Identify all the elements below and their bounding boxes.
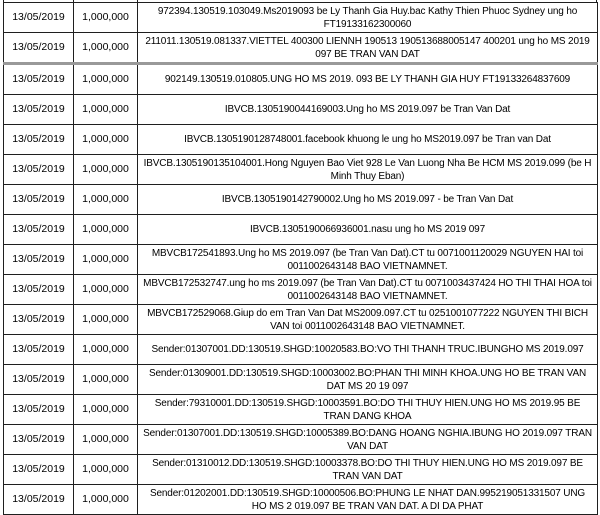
amount-cell: 1,000,000: [74, 335, 138, 365]
description-cell: 902149.130519.010805.UNG HO MS 2019. 093 BE LY THANH GIA HUY FT19133264837609: [138, 64, 598, 95]
amount-cell: 1,000,000: [74, 305, 138, 335]
date-cell: 13/05/2019: [4, 245, 74, 275]
amount-cell: 1,000,000: [74, 215, 138, 245]
table-row: [4, 215, 598, 245]
date-cell: 13/05/2019: [4, 455, 74, 485]
table-row: [4, 33, 598, 64]
table-row: [4, 305, 598, 335]
description-cell: IBVCB.1305190044169003.Ung ho MS 2019.097 be Tran Van Dat: [138, 95, 598, 125]
description-cell: IBVCB.1305190142790002.Ung ho MS 2019.097 - be Tran Van Dat: [138, 185, 598, 215]
donation-table-body: [4, 3, 598, 515]
description-cell: Sender:01307001.DD:130519.SHGD:10020583.BO:VO THI THANH TRUC.IBUNGHO MS 2019.097: [138, 335, 598, 365]
donation-table: [3, 2, 598, 515]
date-cell: 13/05/2019: [4, 155, 74, 185]
amount-cell: 1,000,000: [74, 95, 138, 125]
date-cell: 13/05/2019: [4, 365, 74, 395]
donation-list-page: [3, 2, 598, 515]
table-row: [4, 155, 598, 185]
description-cell: Sender:01309001.DD:130519.SHGD:10003002.BO:PHAN THI MINH KHOA.UNG HO BE TRAN VAN DAT MS 20 19 097: [138, 365, 598, 395]
amount-cell: 1,000,000: [74, 64, 138, 95]
date-cell: 13/05/2019: [4, 125, 74, 155]
description-cell: Sender:79310001.DD:130519.SHGD:10003591.BO:DO THI THUY HIEN.UNG HO MS 2019.95 BE TRAN DANG KHOA: [138, 395, 598, 425]
amount-cell: 1,000,000: [74, 275, 138, 305]
table-row: [4, 64, 598, 95]
table-row: [4, 335, 598, 365]
amount-cell: 1,000,000: [74, 3, 138, 33]
table-row: [4, 245, 598, 275]
description-cell: MBVCB172532747.ung ho ms 2019.097 (be Tran Van Dat).CT tu 0071003437424 HO THI THAI HOA toi 0011002643148 BAO VIETNAMNET.: [138, 275, 598, 305]
date-cell: 13/05/2019: [4, 215, 74, 245]
description-cell: Sender:01310012.DD:130519.SHGD:10003378.BO:DO THI THUY HIEN.UNG HO MS 2019.097 BE TRAN VAN DAT: [138, 455, 598, 485]
date-cell: 13/05/2019: [4, 485, 74, 515]
table-row: [4, 185, 598, 215]
description-cell: IBVCB.1305190135104001.Hong Nguyen Bao Viet 928 Le Van Luong Nha Be HCM MS 2019.099 (be H Minh Thuy Eban): [138, 155, 598, 185]
amount-cell: 1,000,000: [74, 485, 138, 515]
table-row: [4, 395, 598, 425]
date-cell: 13/05/2019: [4, 33, 74, 64]
amount-cell: 1,000,000: [74, 455, 138, 485]
date-cell: 13/05/2019: [4, 64, 74, 95]
date-cell: 13/05/2019: [4, 305, 74, 335]
table-row: [4, 125, 598, 155]
table-row: [4, 455, 598, 485]
amount-cell: 1,000,000: [74, 425, 138, 455]
date-cell: 13/05/2019: [4, 275, 74, 305]
amount-cell: 1,000,000: [74, 125, 138, 155]
table-row: [4, 425, 598, 455]
table-row: [4, 485, 598, 515]
description-cell: MBVCB172541893.Ung ho MS 2019.097 (be Tran Van Dat).CT tu 0071001120029 NGUYEN HAI toi 0011002643148 BAO VIETNAMNET.: [138, 245, 598, 275]
amount-cell: 1,000,000: [74, 155, 138, 185]
description-cell: Sender:01307001.DD:130519.SHGD:10005389.BO:DANG HOANG NGHIA.IBUNG HO 2019.097 TRAN VAN DAT: [138, 425, 598, 455]
description-cell: 211011.130519.081337.VIETTEL 400300 LIENNH 190513 190513688005147 400201 ung ho MS 2019 097 BE TRAN VAN DAT: [138, 33, 598, 64]
date-cell: 13/05/2019: [4, 95, 74, 125]
table-row: [4, 365, 598, 395]
table-row: [4, 3, 598, 33]
amount-cell: 1,000,000: [74, 33, 138, 64]
amount-cell: 1,000,000: [74, 395, 138, 425]
description-cell: 972394.130519.103049.Ms2019093 be Ly Thanh Gia Huy.bac Kathy Thien Phuoc Sydney ung ho FT19133162300060: [138, 3, 598, 33]
description-cell: Sender:01202001.DD:130519.SHGD:10000506.BO:PHUNG LE NHAT DAN.995219051331507 UNG HO MS 2 019.097 BE TRAN VAN DAT. A DI DA PHAT: [138, 485, 598, 515]
description-cell: IBVCB.1305190128748001.facebook khuong le ung ho MS2019.097 be Tran van Dat: [138, 125, 598, 155]
amount-cell: 1,000,000: [74, 365, 138, 395]
table-row: [4, 95, 598, 125]
date-cell: 13/05/2019: [4, 3, 74, 33]
date-cell: 13/05/2019: [4, 185, 74, 215]
description-cell: MBVCB172529068.Giup do em Tran Van Dat MS2009.097.CT tu 0251001077222 NGUYEN THI BICH VAN toi 0011002643148 BAO VIETNAMNET.: [138, 305, 598, 335]
date-cell: 13/05/2019: [4, 425, 74, 455]
table-row: [4, 275, 598, 305]
date-cell: 13/05/2019: [4, 395, 74, 425]
date-cell: 13/05/2019: [4, 335, 74, 365]
description-cell: IBVCB.1305190066936001.nasu ung ho MS 2019 097: [138, 215, 598, 245]
amount-cell: 1,000,000: [74, 245, 138, 275]
amount-cell: 1,000,000: [74, 185, 138, 215]
